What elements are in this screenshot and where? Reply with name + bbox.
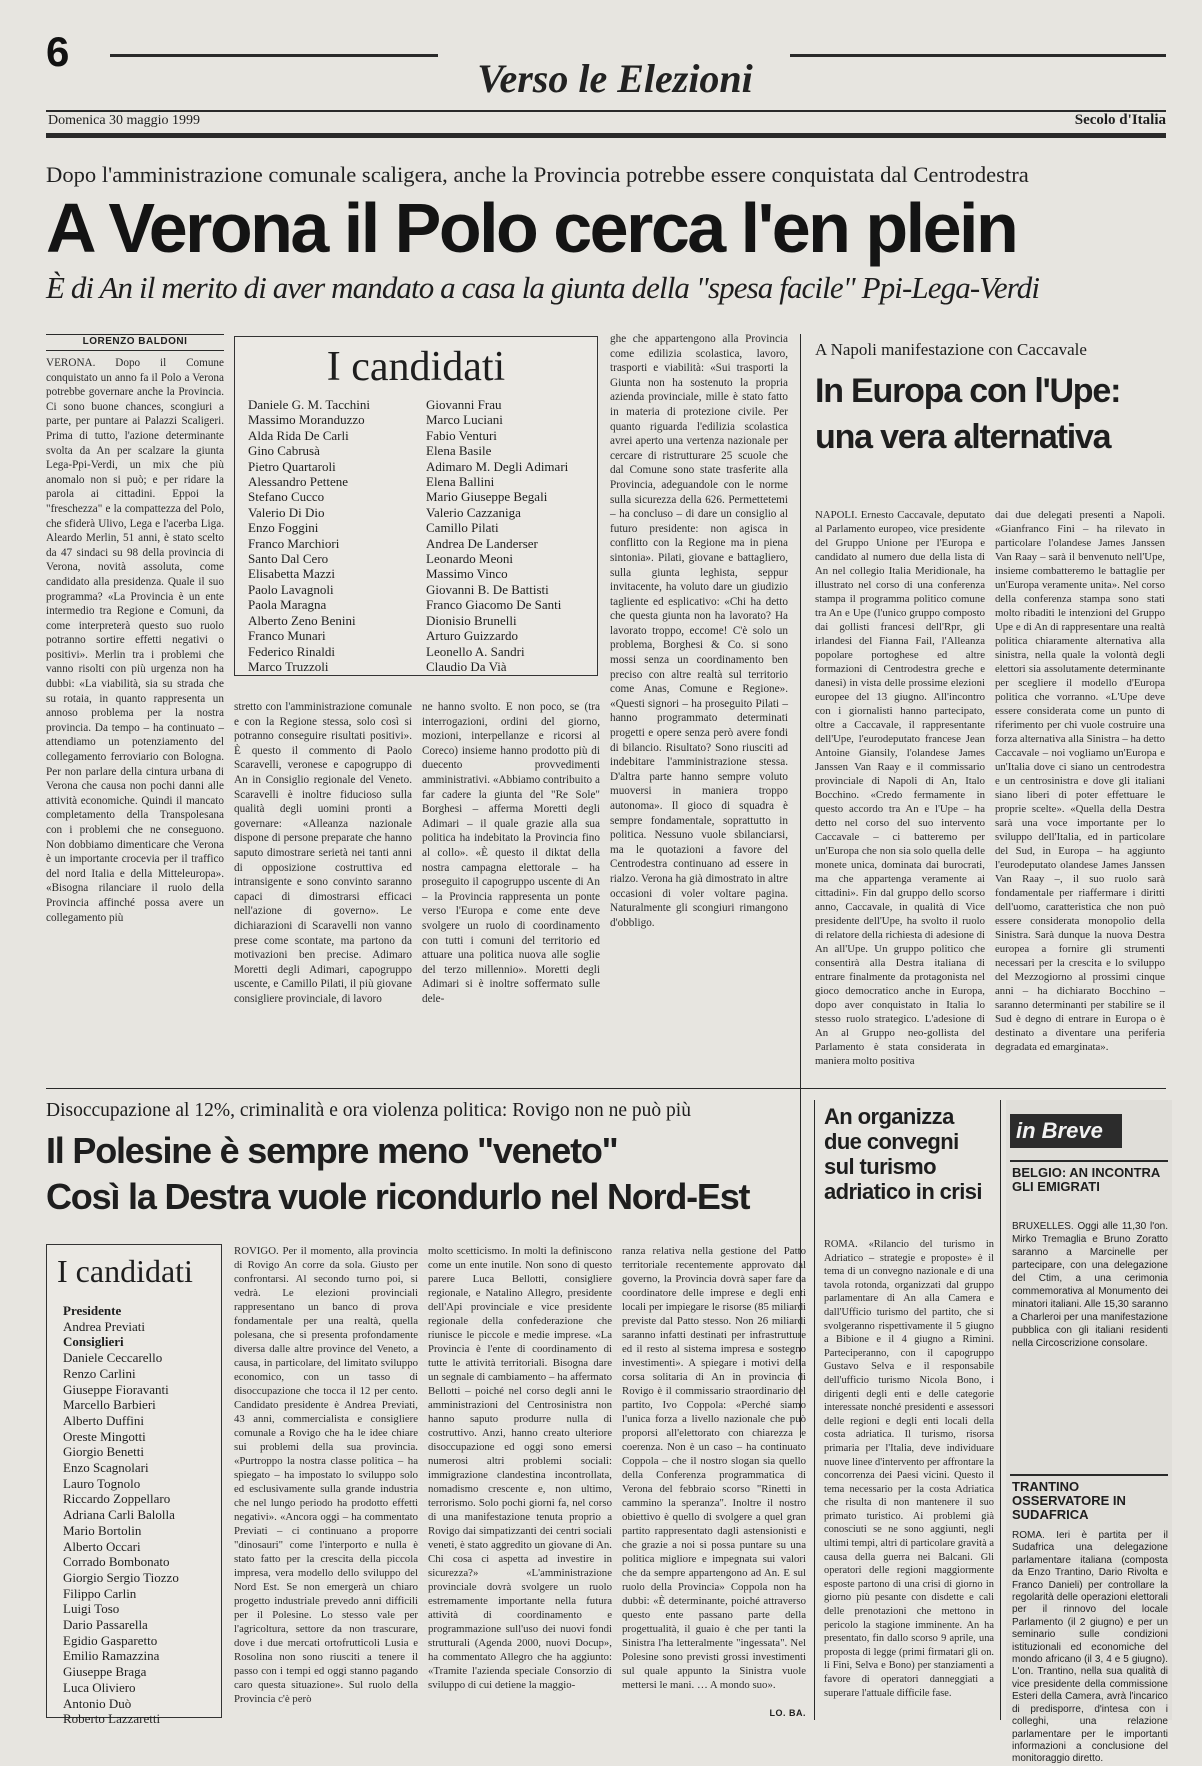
candidate-name: Giovanni B. De Battisti (426, 581, 549, 597)
candidate-name: Adriana Carli Balolla (63, 1507, 175, 1523)
candidates-box-verona (234, 336, 598, 676)
brief-2-text: ROMA. Ieri è partita per il Sudafrica una delegazione parlamentare italiana (composta da Enzo Trantino, Dario Rivolta e Franco Danieli) per controllare la regolarità delle operazioni elettorali per il rinnovo del locale Parlamento (il 2 giugno) e per un seminario sulle condizioni istituzionali ed economiche del mondo africano (il 3, 4 e 5 giugno). L'on. Trantino, nella sua qualità di vice presidente della commissione Esteri della Camera, avrà l'incarico di predisporre, d'intesa con i colleghi, una relazione parlamentare per le importanti informazioni a conclusione del monitoraggio diretto. (1012, 1530, 1168, 1765)
candidate-name: Giuseppe Braga (63, 1664, 147, 1680)
candidate-name: Daniele G. M. Tacchini (248, 397, 370, 412)
article3-column-1: ROVIGO. Per il momento, alla provincia di Rovigo An corre da sola. Giusto per confrontarsi. Al secondo turno poi, si vedrà. Le elezioni provinciali rappresentano un banco di prova fondamentale per una realtà, quella polesana, che si presenta profondamente diversa dalle altre province del Veneto, a causa, in particolare, del limitato sviluppo economico, con un tasso di disoccupazione che tocca il 12 per cento. Candidato presidente è Andrea Previati, 43 anni, commercialista e consigliere comunale a Rovigo che ha le idee chiare sui problemi della sua provincia. «Purtroppo la nostra classe politica – ha spiegato – ha impostato lo sviluppo solo ed esclusivamente sulla grande industria che nel lungo periodo ha prodotto effetti negativi». «Ancora oggi – ha commentato Previati – ci continuano a proporre "dinosauri" come l'interporto e nulla è stato fatto per la crescita della piccola impresa, vera modello dello sviluppo del Nord Est. Se non emergerà un chiaro progetto industriale prevedo anni difficili per il Polesine. Lo stesso vale per l'agricoltura, settore da non trascurare, dove i due mercati ortofrutticoli Lusia e Rosolina non sono riusciti a tenere il passo con i tempi ed oggi stanno pagando caro questa situazione». Sul ruolo della Provincia c'è però (234, 1245, 418, 1705)
candidate-name: Luigi Toso (63, 1601, 120, 1617)
candidate-name: Giovanni Frau (426, 397, 502, 412)
article3-column-2: molto scetticismo. In molti la definiscono come un ente inutile. Non sono di questo parere Luca Bellotti, consigliere regionale, e Natalino Allegro, presidente dell'Api provinciale e vice presidente regionale della confederazione che riunisce le piccole e medie imprese. «La Provincia è l'ente di coordinamento di tutte le attività territoriali. Bisogna dare un segnale di cambiamento – ha affermato Bellotti – poiché nel corso degli anni le amministrazioni del Centrosinistra non hanno saputo produrre nulla di costruttivo. Anzi, hanno creato ulteriore disoccupazione ed oggi sono emersi numerosi altri problemi sociali: immigrazione clandestina incontrollata, nomadismo crescente e, non ultimo, terrorismo. Solo pochi giorni fa, nel corso di una manifestazione tenuta proprio a Rovigo dai simpatizzanti dei centri sociali veneti, è stato aggredito un giovane di An. Chi cosa ci aspetta ad investire in sicurezza?» «L'amministrazione provinciale dovrà svolgere un ruolo estremamente importante nella futura attività di coordinamento e programmazione sull'uso dei nuovi fondi strutturali (Agenda 2000, nuovi Docup», ha commentato Allegro che ha aggiunto: «Tramite l'azienda speciale Consorzio di sviluppo di cui detiene la maggio- (428, 1245, 612, 1691)
candidate-name: Adimaro M. Degli Adimari (426, 458, 569, 474)
article1-subheadline: È di An il merito di aver mandato a casa la giunta della "spesa facile" Ppi-Lega-Verdi (46, 270, 1040, 305)
candidate-name: Franco Munari (248, 628, 326, 644)
candidate-name: Franco Marchiori (248, 535, 340, 551)
candidate-name: Pietro Quartaroli (248, 458, 336, 474)
candidate-name: Renzo Carlini (63, 1365, 136, 1381)
candidate-name: Elena Basile (426, 443, 492, 459)
candidate-name: Stefano Cucco (248, 489, 325, 505)
candidate-name: Fabio Venturi (426, 427, 497, 443)
article3-headline-line1: Il Polesine è sempre meno "veneto" (46, 1130, 618, 1171)
brief-2-title: TRANTINO OSSERVATORE IN SUDAFRICA (1012, 1479, 1126, 1522)
candidate-name: Arturo Guizzardo (426, 628, 519, 644)
article2-headline-line1: In Europa con l'Upe: (815, 372, 1121, 410)
newspaper-name: Secolo d'Italia (1074, 112, 1166, 128)
candidate-name: Dionisio Brunelli (426, 612, 517, 628)
page-number: 6 (46, 28, 70, 75)
byline-rule-bottom (46, 350, 224, 351)
candidate-name: Claudio Da Vià (426, 658, 507, 674)
brief-1-title: BELGIO: AN INCONTRA GLI EMIGRATI (1012, 1165, 1160, 1194)
brief-1-text: BRUXELLES. Oggi alle 11,30 l'on. Mirko Tremaglia e Bruno Zoratto saranno a Marcinelle per partecipare, con una delegazione del Ctim, a una cerimonia commemorativa al Monumento dei minatori italiani. Alle 15,30 saranno a Charleroi per una manifestazione pubblica con gli italiani residenti nella Circoscrizione consolare. (1012, 1221, 1168, 1349)
article3-signature: LO. BA. (769, 1708, 806, 1718)
candidate-name: Alda Rida De Carli (248, 427, 349, 443)
candidate-name: Federico Rinaldi (248, 643, 336, 659)
candidate-name: Emilio Ramazzina (63, 1648, 160, 1664)
candidate-name: Enzo Foggini (248, 520, 319, 536)
candidates-list-right (426, 397, 596, 674)
president-name: Andrea Previati (63, 1318, 145, 1334)
article4-headline: An organizza due convegni sul turismo adriatico in crisi (824, 1104, 982, 1204)
candidate-name: Elisabetta Mazzi (248, 566, 335, 582)
candidate-name: Valerio Cazzaniga (426, 504, 521, 520)
candidate-name: Marco Truzzoli (248, 658, 329, 674)
candidate-name: Andrea De Landerser (426, 535, 538, 551)
candidate-name: Paola Maragna (248, 597, 327, 613)
candidate-name: Filippo Carlin (63, 1585, 137, 1601)
candidate-name: Luca Oliviero (63, 1679, 136, 1695)
article2-column-2: dai due delegati presenti a Napoli. «Gianfranco Fini – ha rilevato in particolare l'olandese James Janssen Van Raay – sarà il benvenuto nell'Upe, insieme combatteremo le battaglie per un'Europa veramente unita». Nel corso della conferenza stampa sono stati molto ribaditi le intenzioni del Gruppo Upe e di An di rappresentare una realtà politica chiaramente alternativa alla sinistra, nella quale la volontà degli elettori sia assolutamente determinante per scegliere il modello d'Europa politica che vorranno. «L'Upe deve essere considerata come un punto di riferimento per chi vuole costruire una forza alternativa alla Sinistra – ha detto Caccavale – noi vogliamo un'Europa e un'Italia dove ci siano un centrodestra e un centrosinistra e dove gli italiani siano liberi di poter effettuare le proprie scelte». «Quella della Destra sarà una voce importante per lo sviluppo dell'Italia, ed in particolare del Sud, in Europa – ha aggiunto l'eurodeputato olandese James Janssen Van Raay –, il suo ruolo sarà fondamentale per riaffermare i diritti dell'uomo, caratteristica che non può essere considerata monopolio della Sinistra. Sarà dunque la nuova Destra europea a fornire gli strumenti necessari per la crescita e lo sviluppo del Mezzogiorno al prossimi cinque anni – ha dichiarato Bocchino – saranno determinanti per stabilire se il Sud è degno di entrare in Europa o è destinato a diventare una periferia degradata ed emarginata». (995, 509, 1165, 1053)
candidate-name: Alberto Occari (63, 1538, 141, 1554)
candidate-name: Egidio Gasparetto (63, 1632, 158, 1648)
masthead-bottom-rule (46, 133, 1166, 138)
candidate-name: Corrado Bombonato (63, 1554, 170, 1570)
article3-column-3: ranza relativa nella gestione del Patto territoriale recentemente approvato dal governo, la Provincia dovrà saper fare da coordinatore delle imprese e degli enti locali per impiegare le risorse (85 miliardi previste dal Patto stesso. Non 26 miliardi saranno infatti destinati per infrastrutture ed il resto al sistema impresa e sostegno investimenti». A spiegare i motivi della corsa solitaria di An in provincia di Rovigo è il commissario straordinario del partito, Ivo Coppola: «Perché siamo l'unica forza a livello nazionale che può proporsi all'elettorato con chiarezza e coerenza. Non è un caso – ha continuato Coppola – che il nostro slogan sia quello della Conferenza programmatica di Verona del febbraio scorso "Rinetti in cammino la speranza". Inoltre il nostro obiettivo è quello di svolgere a quel gran partito rappresentato dagli astensionisti e che grazie a noi si possa puntare su una politica migliore e impegnata sui valori che da sempre appartengono ad An. E sul ruolo della Provincia» Coppola non ha dubbi: «È determinante, poiché attraverso questo ente passano parte della progettualità, il guaio è che per tanti la Sinistra l'ha letteralmente "ingessata". Nel Polesine sono previsti grossi investimenti sul quale appunto la Sinistra vuole mettersi le mani. … A mondo suo». (622, 1245, 806, 1691)
candidate-name: Gino Cabrusà (248, 443, 320, 459)
candidate-name: Paolo Lavagnoli (248, 581, 334, 597)
candidate-name: Elena Ballini (426, 474, 495, 490)
article2-kicker: A Napoli manifestazione con Caccavale (815, 340, 1087, 359)
candidate-name: Leonello A. Sandri (426, 643, 525, 659)
councillors-label: Consiglieri (63, 1334, 124, 1350)
masthead-top-rule-right (790, 54, 1166, 57)
candidate-name: Giorgio Benetti (63, 1444, 145, 1460)
in-breve-panel (1006, 1100, 1172, 1765)
brief-rule (1010, 1160, 1168, 1162)
masthead-top-rule (110, 54, 438, 57)
article3-headline-line2: Così la Destra vuole ricondurlo nel Nord-Est (46, 1176, 750, 1217)
candidate-name: Massimo Moranduzzo (248, 412, 365, 428)
candidate-name: Valerio Di Dio (248, 504, 325, 520)
candidate-name: Oreste Mingotti (63, 1428, 146, 1444)
masthead-rule (46, 110, 1166, 112)
candidate-name: Roberto Lazzaretti (63, 1711, 161, 1727)
article1-column-1: VERONA. Dopo il Comune conquistato un anno fa il Polo a Verona potrebbe governare anche la Provincia. Ci sono buone chances, scongiuri a parte, per puntare ai Palazzi Scaligeri. Prima di tutto, l'azione determinante svolta da An per scalzare la giunta Lega-Ppi-Verdi, un mix che più anomalo non si può; e per ridare la parola ai cittadini. Eppoi la "freschezza" e la compattezza del Polo, che sfiderà Ulivo, Lega e l'acerba Liga. Aleardo Merlin, 51 anni, è stato scelto da 47 sindaci su 98 della provincia di Verona, novità assoluta, come candidato alla presidenza. Quale il suo programma? «La Provincia è un ente intermedio tra Regione e Comuni, da come interpreterà questo suo ruolo potranno sortire effetti negativi o positivi». Merlin tra i problemi che vanno risolti con più urgenza non ha dubbi: «La viabilità, sia su strada che su rotaia, in quanto rappresenta un annoso problema per la nostra provincia. Da tempo – ha continuato – attendiamo un potenziamento del collegamento ferroviario con Bologna. Per non parlare della cintura urbana di Verona che causa non pochi danni alle attività economiche. Quindi il mancato completamento della Transpolesana con i problemi che ne conseguono. Non dobbiamo dimenticare che Verona è un importante crocevia per il traffico del nord Italia e della Mitteleuropa». «Bisogna rilanciare il ruolo della Provincia affinché possa avere un collegamento più (46, 357, 224, 924)
brief-rule (1010, 1474, 1168, 1476)
candidate-name: Marcello Barbieri (63, 1397, 156, 1413)
candidate-name: Massimo Vinco (426, 566, 508, 582)
candidate-name: Mario Bortolin (63, 1522, 142, 1538)
candidates-list-left (248, 397, 418, 674)
candidate-name: Marco Luciani (426, 412, 503, 428)
candidate-name: Alberto Zeno Benini (248, 612, 356, 628)
candidate-name: Alberto Duffini (63, 1412, 144, 1428)
candidate-name: Enzo Scagnolari (63, 1460, 149, 1476)
article1-byline: LORENZO BALDONI (82, 336, 188, 347)
candidates-box-rovigo (46, 1244, 222, 1727)
candidate-name: Giorgio Sergio Tiozzo (63, 1569, 179, 1585)
candidate-name: Leonardo Meoni (426, 551, 514, 567)
president-label: Presidente (63, 1303, 122, 1318)
councillors-list (63, 1350, 219, 1727)
candidate-name: Santo Dal Cero (248, 551, 329, 567)
candidate-name: Franco Giacomo De Santi (426, 597, 562, 613)
section-divider (46, 1088, 1166, 1089)
candidate-name: Lauro Tognolo (63, 1475, 141, 1491)
column-divider (1000, 1100, 1001, 1720)
article2-headline-line2: una vera alternativa (815, 418, 1111, 456)
in-breve-label: in Breve (1010, 1114, 1122, 1148)
candidate-name: Antonio Duò (63, 1695, 132, 1711)
candidates-title: I candidati (326, 344, 506, 390)
article1-column-3: ne hanno svolto. E non poco, se (tra interrogazioni, ordini del giorno, mozioni, interpellanze e ricorsi al Coreco) insieme hanno prodotto più di duecento provvedimenti amministrativi. «Abbiamo contribuito a far cadere la giunta del "Re Sole" Borghesi – afferma Moretti degli Adimari – il quale grazie alla sua politica ha indebitato la Provincia fino al collo». «È questo il diktat della nostra campagna elettorale – ha proseguito il capogruppo uscente di An – la Provincia rappresenta un ponte verso l'Europa e come ente deve svolgere un ruolo di coordinamento con tutti i comuni del territorio ed attuare una politica nuova alle soglie del terzo millennio». Moretti degli Adimari si è inoltre soffermato sulle dele- (422, 701, 600, 1005)
byline-rule (46, 334, 224, 335)
candidate-name: Riccardo Zoppellaro (63, 1491, 171, 1507)
article1-headline: A Verona il Polo cerca l'en plein (46, 189, 1017, 267)
candidate-name: Giuseppe Fioravanti (63, 1381, 169, 1397)
column-divider (814, 1100, 815, 1720)
article1-kicker: Dopo l'amministrazione comunale scaligera, anche la Provincia potrebbe essere conquistata dal Centrodestra (46, 162, 1029, 187)
candidate-name: Alessandro Pettene (248, 474, 349, 490)
article1-column-2: stretto con l'amministrazione comunale e con la Regione stessa, solo così si potranno conseguire risultati positivi». È questo il commento di Paolo Scaravelli, veronese e capogruppo di An in Consiglio regionale del Veneto. Scaravelli è inoltre fiducioso sulla qualità degli uomini pronti a governare: «Alleanza nazionale dispone di persone preparate che hanno saputo dimostrare serietà nei tanti anni di opposizione costruttiva ed intransigente e sono convinto saranno capaci di dimostrarsi efficaci nell'azione di governo». Le dichiarazioni di Scaravelli non vanno prese come scontate, ma partono da motivazioni ben precise. Adimaro Moretti degli Adimari, capogruppo uscente, e Camillo Pilati, il più giovane consigliere provinciale, di lavoro (234, 701, 412, 1005)
candidate-name: Daniele Ceccarello (63, 1350, 163, 1366)
candidate-name: Camillo Pilati (426, 520, 499, 536)
article1-column-4: ghe che appartengono alla Provincia come edilizia scolastica, lavoro, trasporti e viabilità: «Sui trasporti la Giunta non ha sostenuto la propria azienda provinciale, mille è stato fatto in materia di protezione civile. Per quanto riguarda l'edilizia scolastica avrei aperto una vertenza nazionale per cercare di ristrutturare 25 scuole che dal Comune sono state trasferite alla Provincia, adeguandole con le norme sulla sicurezza della 626. Permettetemi – ha concluso – di dare un consiglio al futuro presidente: non agisca in conflitto con la Regione ma in piena sintonia». Pilati, giovane e battagliero, sulla giunta leghista, seppur invitacente, ha voluto dare un giudizio tagliente ed esplicativo: «Chi ha detto che questa giunta non ha lavorato? Ha lavorato troppo, eccome! C'è solo un problema, Borghesi & Co. si sono mossi senza un coordinamento ben preciso con altre realtà sul territorio come Anas, Comune e Regione». «Questi signori – ha proseguito Pilati – hanno programmato determinati progetti e opere senza però avere fondi di bilancio. Risultato? Sono riusciti ad indebitare l'amministrazione stessa. D'altra parte hanno sempre voluto muoversi in maniera troppo autonoma». Il gioco di squadra è sempre fondamentale, soprattutto in politica. Nessuno vuole sbilanciarsi, ma le quotazioni a favore del Centrodestra continuano ad essere in rialzo. Verona ha già dimostrato in altre occasioni di voler voltare pagina. Naturalmente gli scongiuri rimangono d'obbligo. (610, 333, 788, 929)
edition-date: Domenica 30 maggio 1999 (48, 113, 201, 128)
candidate-name: Mario Giuseppe Begali (426, 489, 548, 505)
section-title: Verso le Elezioni (477, 56, 753, 101)
article2-column-1: NAPOLI. Ernesto Caccavale, deputato al Parlamento europeo, vice presidente del Gruppo Unione per l'Europa e candidato al numero due della lista di An nel collegio Italia Meridionale, ha illustrato nel corso di una conferenza stampa il programma politico comune tra An e Upe (l'unico gruppo composto dai gollisti francesi dell'Rpr, gli irlandesi del Fianna Fail, l'Alleanza popolare portoghese ed altre formazioni di Centrodestra greche e danesi) in vista delle prossime elezioni europee del 13 giugno. All'incontro con i giornalisti hanno partecipato, oltre a Caccavale, il rappresentante dell'Upe, l'eurodeputato francese Jean Antoine Giansily, l'olandese James Janssen Van Raay e il commissario provinciale di Napoli di An, Italo Bocchino. «Credo fermamente in questo accordo tra An e l'Upe – ha detto nel corso del suo intervento Caccavale – ci batteremo per un'Europa che non sia solo quella delle monete unica, dominata dai burocrati, ma che appartenga veramente ai cittadini». Fin dal gruppo dello scorso anno, Caccavale, in qualità di Vice presidente dell'Upe, ha svolto il ruolo di relatore della richiesta di adesione di An all'Upe. Un gruppo politico che consentirà alla Destra italiana di entrare finalmente da protagonista nel gioco democratico anche in Europa, dopo aver conquistato in Italia lo stesso ruolo strategico. L'adesione di An al Gruppo neo-gollista del Parlamento è stata considerata in maniera molto positiva (815, 509, 985, 1067)
article4-text: ROMA. «Rilancio del turismo in Adriatico – strategie e proposte» è il tema di un convegno nazionale e di una tavola rotonda, organizzati dal gruppo parlamentare di An alla Camera e dall'Ufficio turismo del partito, che si svolgeranno rispettivamente il 5 giugno a Bibione e il 4 giugno a Rimini. Parteciperanno, con il capogruppo Gustavo Selva e il responsabile dell'ufficio turismo Nicola Bono, i dirigenti degli enti e delle categorie interessate nonché presidenti e assessori delle regioni e degli enti locali della costa adriatica. Il turismo, risorsa primaria per l'Italia, deve individuare nuove linee d'intervento per affrontare la concorrenza dei Paesi vicini. Questo il tema necessario per la costa Adriatica che risulta di non mantenere il suo primato turistico. Ai problemi già conosciuti se ne sono aggiunti, negli ultimi tempi, altri di particolare gravità a causa della guerra nei Balcani. Gli operatori delle regioni maggiormente esposte partono di una crisi di giorno in giorno più pesante con disdette e cali delle prenotazioni che mettono in pericolo la stagione imminente. An ha presentato, fin dallo scorso 9 aprile, una proposta di legge (primi firmatari gli on. li Fini, Selva e Bono) per stanziamenti a favore di operatori danneggiati a superare l'attuale difficile fase. (824, 1239, 994, 1699)
candidates-list-rovigo (63, 1303, 219, 1727)
candidate-name: Dario Passarella (63, 1617, 148, 1633)
candidates-title: I candidati (57, 1253, 193, 1289)
article3-kicker: Disoccupazione al 12%, criminalità e ora violenza politica: Rovigo non ne può più (46, 1100, 691, 1121)
